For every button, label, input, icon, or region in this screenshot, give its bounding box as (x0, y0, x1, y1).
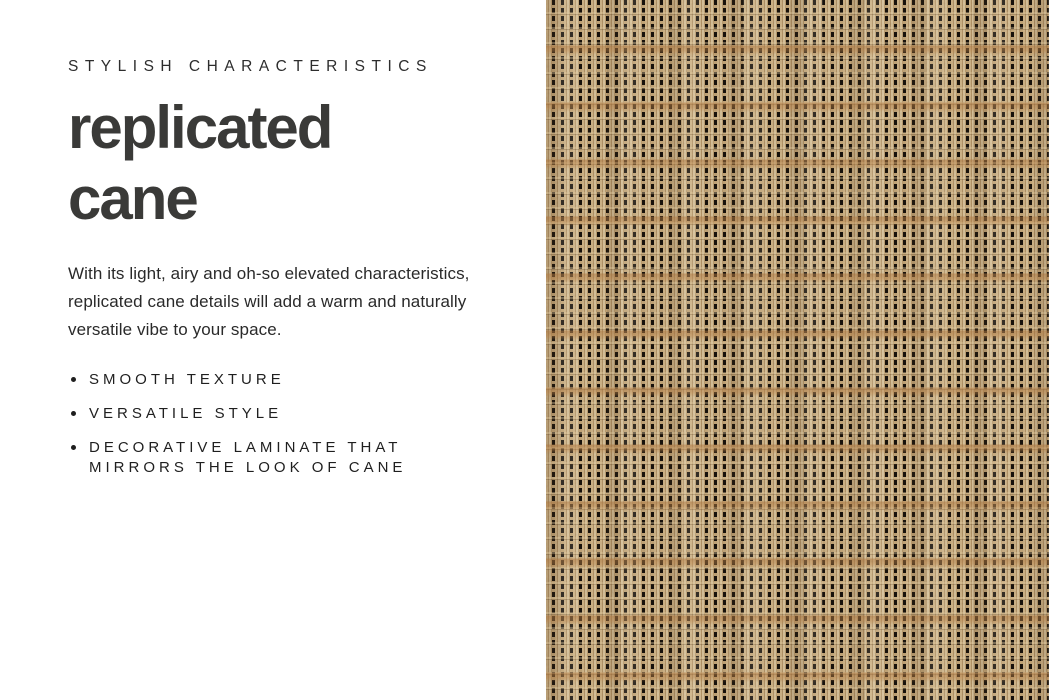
feature-list-item-label: SMOOTH TEXTURE (89, 371, 285, 388)
bullet-icon (71, 377, 76, 382)
page-title-line-2: cane (68, 165, 197, 232)
feature-list-item-label: DECORATIVE LAMINATE THAT MIRRORS THE LOOK OF CANE (89, 439, 407, 476)
bullet-icon (71, 445, 76, 450)
bullet-icon (71, 411, 76, 416)
texture-noise-overlay (546, 0, 1049, 700)
description-line-2: replicated cane details will add a warm and naturally (68, 292, 467, 311)
feature-list-item (68, 404, 506, 424)
cane-texture-image (546, 0, 1049, 700)
description-line-1: With its light, airy and oh-so elevated characteristics, (68, 264, 470, 283)
feature-list-item (68, 370, 506, 390)
feature-list (68, 370, 506, 478)
page-title (68, 92, 506, 234)
page-title-line-1: replicated (68, 94, 332, 161)
feature-list-item (68, 438, 506, 478)
feature-list-item-label: VERSATILE STYLE (89, 405, 283, 422)
description-line-3: versatile vibe to your space. (68, 320, 282, 339)
description-paragraph (68, 260, 506, 344)
eyebrow-label: STYLISH CHARACTERISTICS (68, 58, 433, 75)
